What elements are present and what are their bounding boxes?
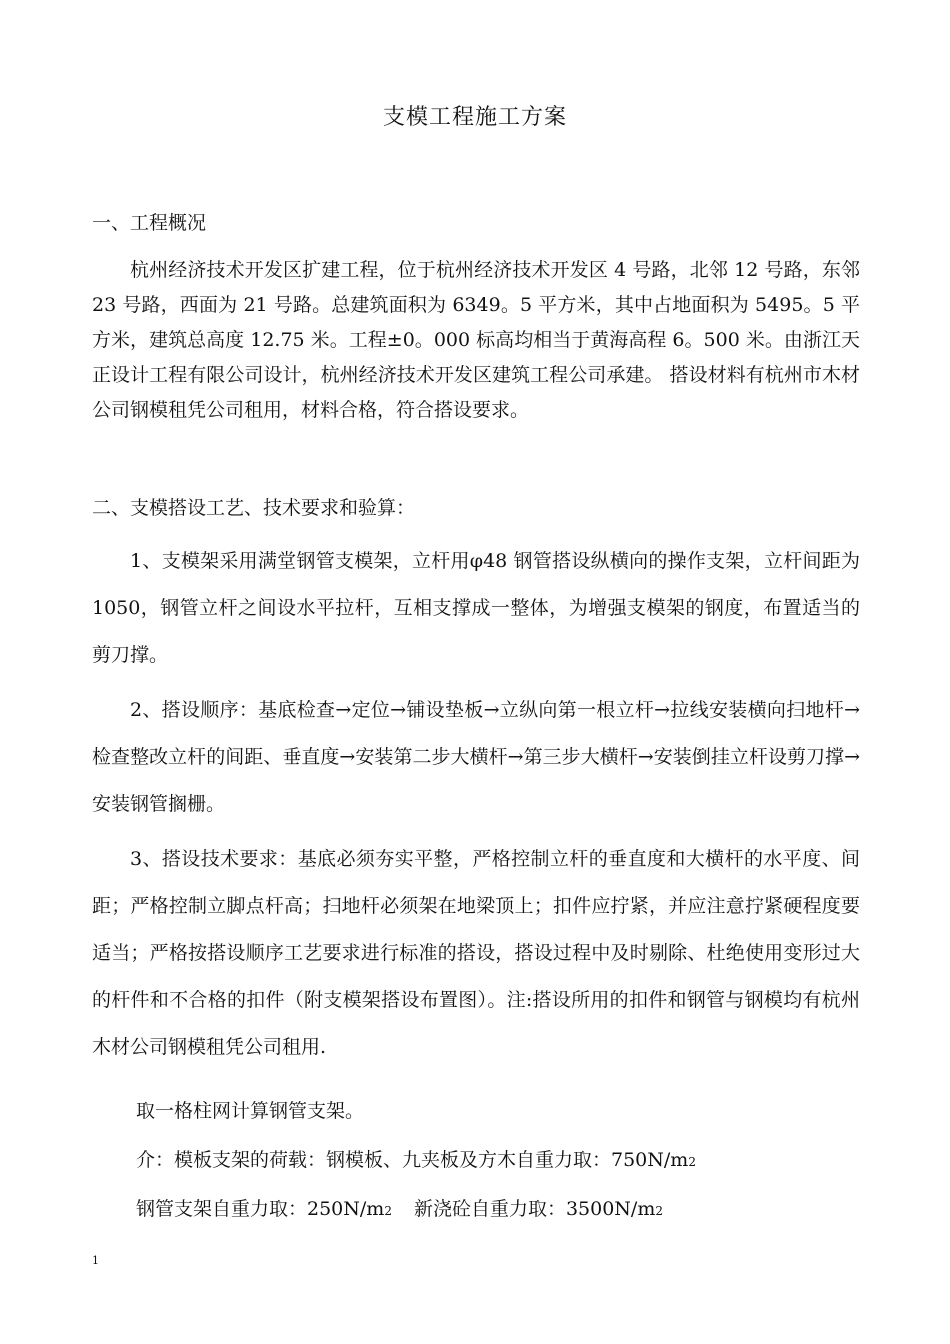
load-2-text: 钢管支架自重力取：250N/m [136, 1198, 385, 1220]
calc-intro-line: 取一格柱网计算钢管支架。 [136, 1100, 365, 1122]
page-number: 1 [92, 1254, 99, 1267]
process-item-2-text: 2、搭设顺序：基底检查→定位→铺设垫板→立纵向第一根立杆→拉线安装横向扫地杆→检查整改立杆的间距、垂直度→安装第二步大横杆→第三步大横杆→安装倒挂立杆设剪刀撑→安装钢管搁栅。 [92, 699, 860, 815]
process-item-2 [92, 687, 860, 828]
load-2-unit-exponent: 2 [384, 1204, 392, 1218]
load-1-unit-exponent: 2 [688, 1155, 696, 1169]
section-heading-process: 二、支模搭设工艺、技术要求和验算： [92, 497, 416, 519]
overview-paragraph [92, 253, 860, 428]
document-title: 支模工程施工方案 [382, 105, 567, 130]
process-item-3 [92, 836, 860, 1071]
load-3-unit-exponent: 2 [655, 1204, 663, 1218]
section-heading-overview: 一、工程概况 [92, 212, 207, 234]
load-line-1 [136, 1145, 696, 1172]
process-item-1-text: 1、支模架采用满堂钢管支模架，立杆用φ48 钢管搭设纵横向的操作支架，立杆间距为 1050，钢管立杆之间设水平拉杆，互相支撑成一整体，为增强支模架的钢度，布置适当的剪刀撑。 [92, 550, 860, 666]
overview-text: 杭州经济技术开发区扩建工程，位于杭州经济技术开发区 4 号路，北邻 12 号路，东邻 23 号路，西面为 21 号路。总建筑面积为 6349。5 平方米，其中占地面积为 5495。5 平方米，建筑总高度 12.75 米。工程±0。000 标高均相当于黄海高程 6。500 米。由浙江天正设计工程有限公司设计，杭州经济技术开发区建筑工程公司承建。 搭设材料有杭州市木材公司钢模租凭公司租用，材料合格，符合搭设要求。 [92, 259, 860, 421]
process-item-3-text: 3、搭设技术要求：基底必须夯实平整，严格控制立杆的垂直度和大横杆的水平度、间距；严格控制立脚点杆高；扫地杆必须架在地梁顶上；扣件应拧紧，并应注意拧紧硬程度要适当；严格按搭设顺序工艺要求进行标准的搭设，搭设过程中及时剔除、杜绝使用变形过大的杆件和不合格的扣件（附支模架搭设布置图）。注:搭设所用的扣件和钢管与钢模均有杭州木材公司钢模租凭公司租用. [92, 848, 860, 1058]
process-item-1 [92, 538, 860, 679]
load-1-text: 介：模板支架的荷载：钢模板、九夹板及方木自重力取：750N/m [136, 1149, 689, 1171]
load-3-text: 新浇砼自重力取：3500N/m [413, 1198, 656, 1220]
load-line-2 [136, 1194, 663, 1221]
